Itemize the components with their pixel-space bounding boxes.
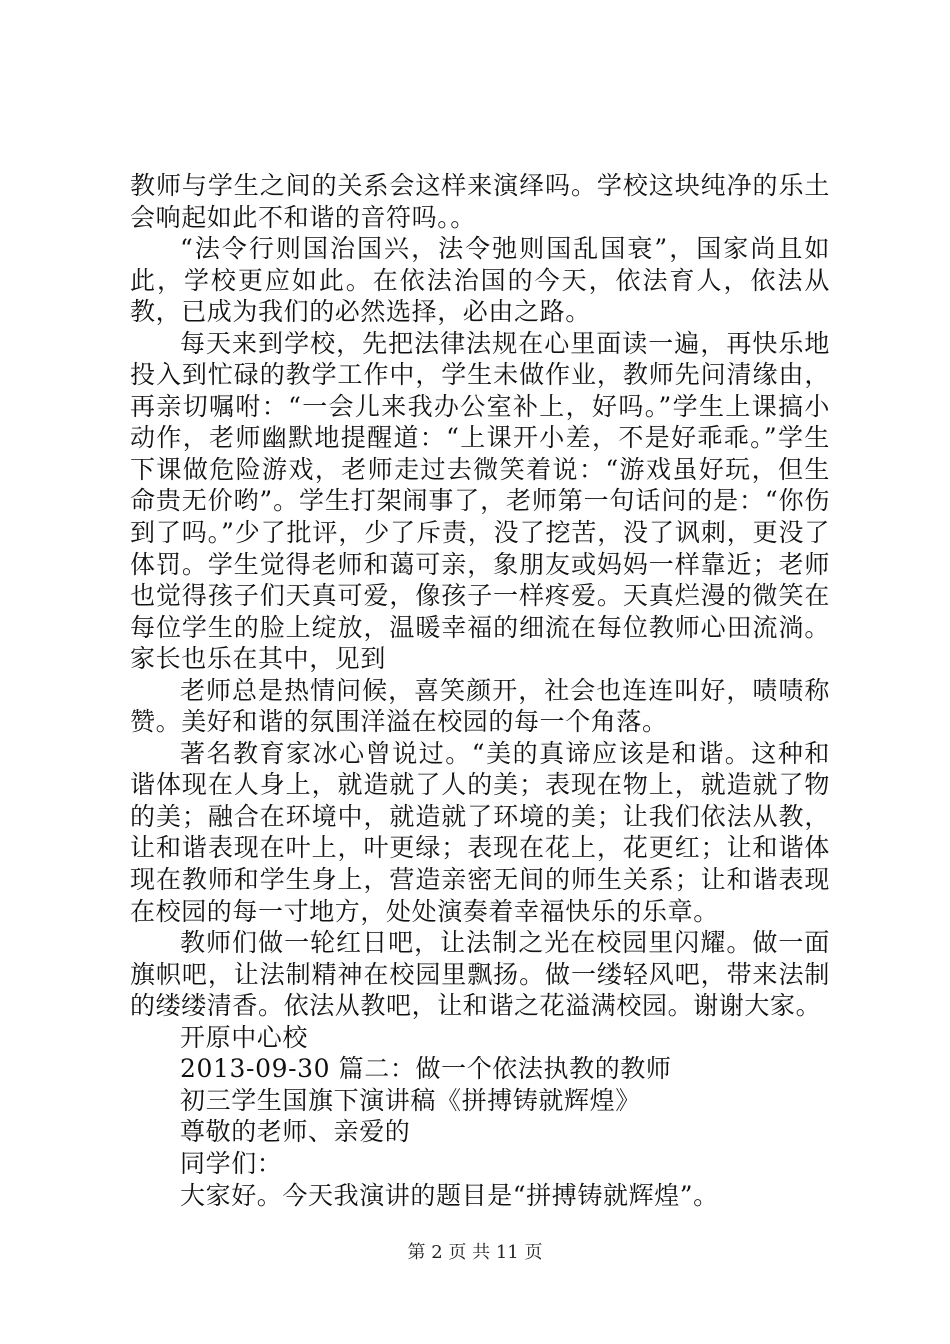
document-body <box>130 170 830 1211</box>
signature-line: 开原中心校 <box>180 1022 309 1052</box>
opening-line: 大家好。今天我演讲的题目是“拼搏铸就辉煌”。 <box>180 1180 719 1210</box>
salutation-line-2: 同学们： <box>180 1148 283 1178</box>
paragraph-2: “法令行则国治国兴，法令弛则国乱国衰”，国家尚且如此，学校更应如此。在依法治国的今天，依法育人，依法从教，已成为我们的必然选择，必由之路。 <box>130 234 830 327</box>
paragraph-3: 每天来到学校，先把法律法规在心里面读一遍，再快乐地投入到忙碌的教学工作中，学生未做作业，教师先问清缘由，再亲切嘱咐：“一会儿来我办公室补上，好吗。”学生上课搞小动作，老师幽默地提醒道：“上课开小差，不是好乖乖。”学生下课做危险游戏，老师走过去微笑着说：“游戏虽好玩，但生命贵无价哟”。学生打架闹事了，老师第一句话问的是：“你伤到了吗。”少了批评，少了斥责，没了挖苦，没了讽刺，更没了体罚。学生觉得老师和蔼可亲，象朋友或妈妈一样靠近；老师也觉得孩子们天真可爱，像孩子一样疼爱。天真烂漫的微笑在每位学生的脸上绽放，温暖幸福的细流在每位教师心田流淌。家长也乐在其中，见到 <box>130 328 830 674</box>
date-and-section-heading: 2013-09-30 篇二：做一个依法执教的教师 <box>180 1054 672 1084</box>
paragraph-4: 老师总是热情问候，喜笑颜开，社会也连连叫好，啧啧称赞。美好和谐的氛围洋溢在校园的每一个角落。 <box>130 675 830 737</box>
paragraph-6: 教师们做一轮红日吧，让法制之光在校园里闪耀。做一面旗帜吧，让法制精神在校园里飘扬。做一缕轻风吧，带来法制的缕缕清香。依法从教吧，让和谐之花溢满校园。谢谢大家。 <box>130 928 830 1021</box>
speech-title: 初三学生国旗下演讲稿《拼搏铸就辉煌》 <box>180 1085 641 1115</box>
page-number-footer: 第 2 页 共 11 页 <box>407 1242 543 1263</box>
paragraph-1: 教师与学生之间的关系会这样来演绎吗。学校这块纯净的乐土会响起如此不和谐的音符吗。。 <box>130 171 830 232</box>
salutation-line-1: 尊敬的老师、亲爱的 <box>180 1117 411 1147</box>
paragraph-5: 著名教育家冰心曾说过。“美的真谛应该是和谐。这种和谐体现在人身上，就造就了人的美；表现在物上，就造就了物的美；融合在环境中，就造就了环境的美；让我们依法从教，让和谐表现在叶上，叶更绿；表现在花上，花更红；让和谐体现在教师和学生身上，营造亲密无间的师生关系；让和谐表现在校园的每一寸地方，处处演奏着幸福快乐的乐章。 <box>130 738 830 926</box>
